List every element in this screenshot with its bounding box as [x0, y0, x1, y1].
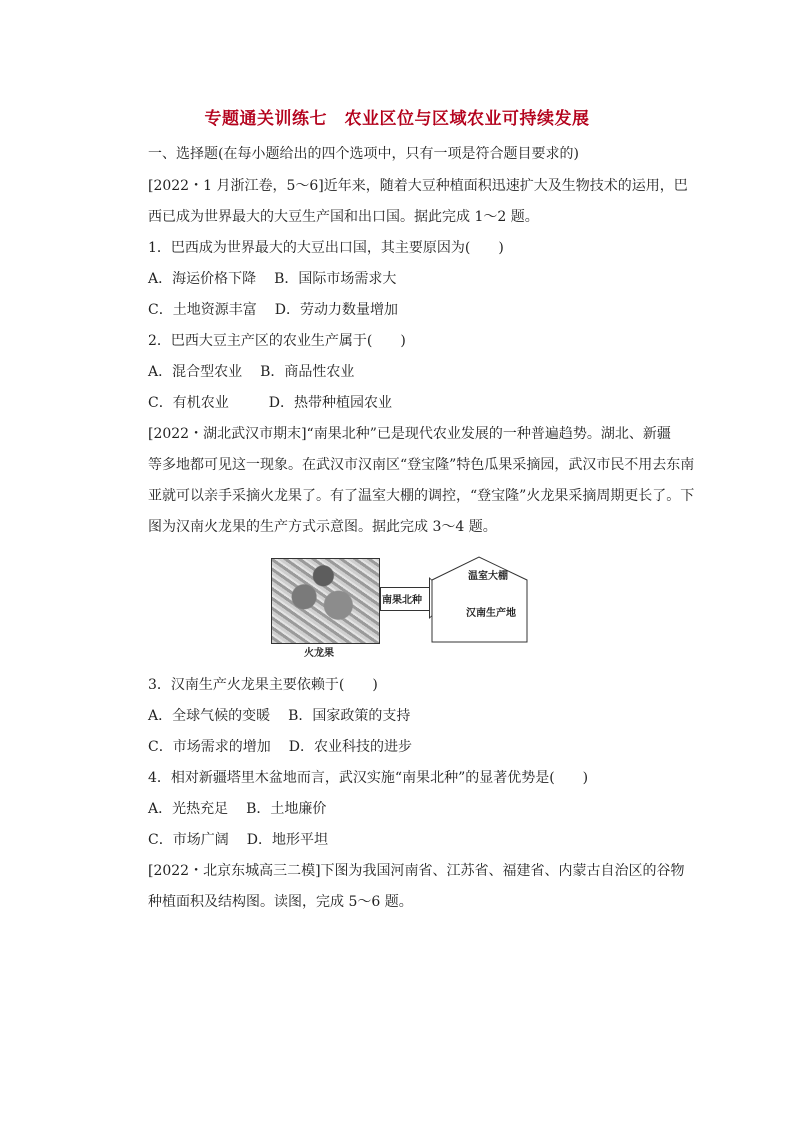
- question-1-options-ab: [148, 269, 396, 289]
- passage-2-line-1: [2022・湖北武汉市期末]“南果北种”已是现代农业发展的一种普遍趋势。湖北、新疆: [148, 426, 671, 442]
- question-3-options-ab: [148, 706, 410, 726]
- question-1-option-b: B．国际市场需求大: [274, 271, 397, 287]
- question-1-option-c: C．土地资源丰富: [148, 302, 257, 318]
- question-2-option-b: B．商品性农业: [260, 364, 355, 380]
- passage-3-line-1: [2022・北京东城高三二模]下图为我国河南省、江苏省、福建省、内蒙古自治区的谷物: [148, 863, 685, 879]
- passage-2-line-2: 等多地都可见这一现象。在武汉市汉南区“登宝隆”特色瓜果采摘园，武汉市民不用去东南: [148, 457, 695, 473]
- passage-1-line-1: [2022・1 月浙江卷，5～6]近年来，随着大豆种植面积迅速扩大及生物技术的运用，巴: [148, 178, 688, 194]
- passage-2-line-3: 亚就可以亲手采摘火龙果了。有了温室大棚的调控，“登宝隆”火龙果采摘周期更长了。下: [148, 488, 695, 504]
- photo-caption: 火龙果: [304, 648, 334, 659]
- production-diagram: [268, 556, 528, 660]
- question-4-option-b: B．土地廉价: [246, 801, 327, 817]
- question-4-stem: 4．相对新疆塔里木盆地而言，武汉实施“南果北种”的显著优势是( ): [148, 770, 589, 786]
- question-1-options-cd: [148, 300, 398, 320]
- arrow-label: 南果北种: [382, 595, 422, 606]
- question-4-options-cd: [148, 830, 328, 850]
- question-4-option-c: C．市场广阔: [148, 832, 229, 848]
- question-2-stem: 2．巴西大豆主产区的农业生产属于( ): [148, 333, 406, 349]
- question-4-option-d: D．地形平坦: [246, 832, 328, 848]
- question-2-options-cd: [148, 393, 392, 413]
- question-2-option-c: C．有机农业: [148, 395, 229, 411]
- passage-2-line-4: 图为汉南火龙果的生产方式示意图。据此完成 3～4 题。: [148, 519, 497, 535]
- question-1-option-d: D．劳动力数量增加: [274, 302, 398, 318]
- question-2-options-ab: [148, 362, 354, 382]
- section-heading: 一、选择题(在每小题给出的四个选项中，只有一项是符合题目要求的): [148, 146, 579, 162]
- question-4-option-a: A．光热充足: [148, 801, 229, 817]
- question-4-options-ab: [148, 799, 326, 819]
- question-3-option-c: C．市场需求的增加: [148, 739, 271, 755]
- question-3-option-a: A．全球气候的变暖: [148, 708, 271, 724]
- passage-1-line-2: 西已成为世界最大的大豆生产国和出口国。据此完成 1～2 题。: [148, 209, 539, 225]
- question-3-stem: 3．汉南生产火龙果主要依赖于( ): [148, 677, 378, 693]
- production-site-label: 汉南生产地: [466, 608, 516, 619]
- question-3-option-d: D．农业科技的进步: [288, 739, 412, 755]
- page-title: 专题通关训练七 农业区位与区域农业可持续发展: [204, 109, 590, 129]
- question-3-option-b: B．国家政策的支持: [288, 708, 411, 724]
- question-2-option-a: A．混合型农业: [148, 364, 243, 380]
- question-3-options-cd: [148, 737, 412, 757]
- dragon-fruit-photo: [271, 558, 380, 644]
- question-2-option-d: D．热带种植园农业: [268, 395, 392, 411]
- question-1-option-a: A．海运价格下降: [148, 271, 257, 287]
- passage-3-line-2: 种植面积及结构图。读图，完成 5～6 题。: [148, 894, 413, 910]
- greenhouse-label: 温室大棚: [468, 571, 508, 582]
- question-1-stem: 1．巴西成为世界最大的大豆出口国，其主要原因为( ): [148, 240, 504, 256]
